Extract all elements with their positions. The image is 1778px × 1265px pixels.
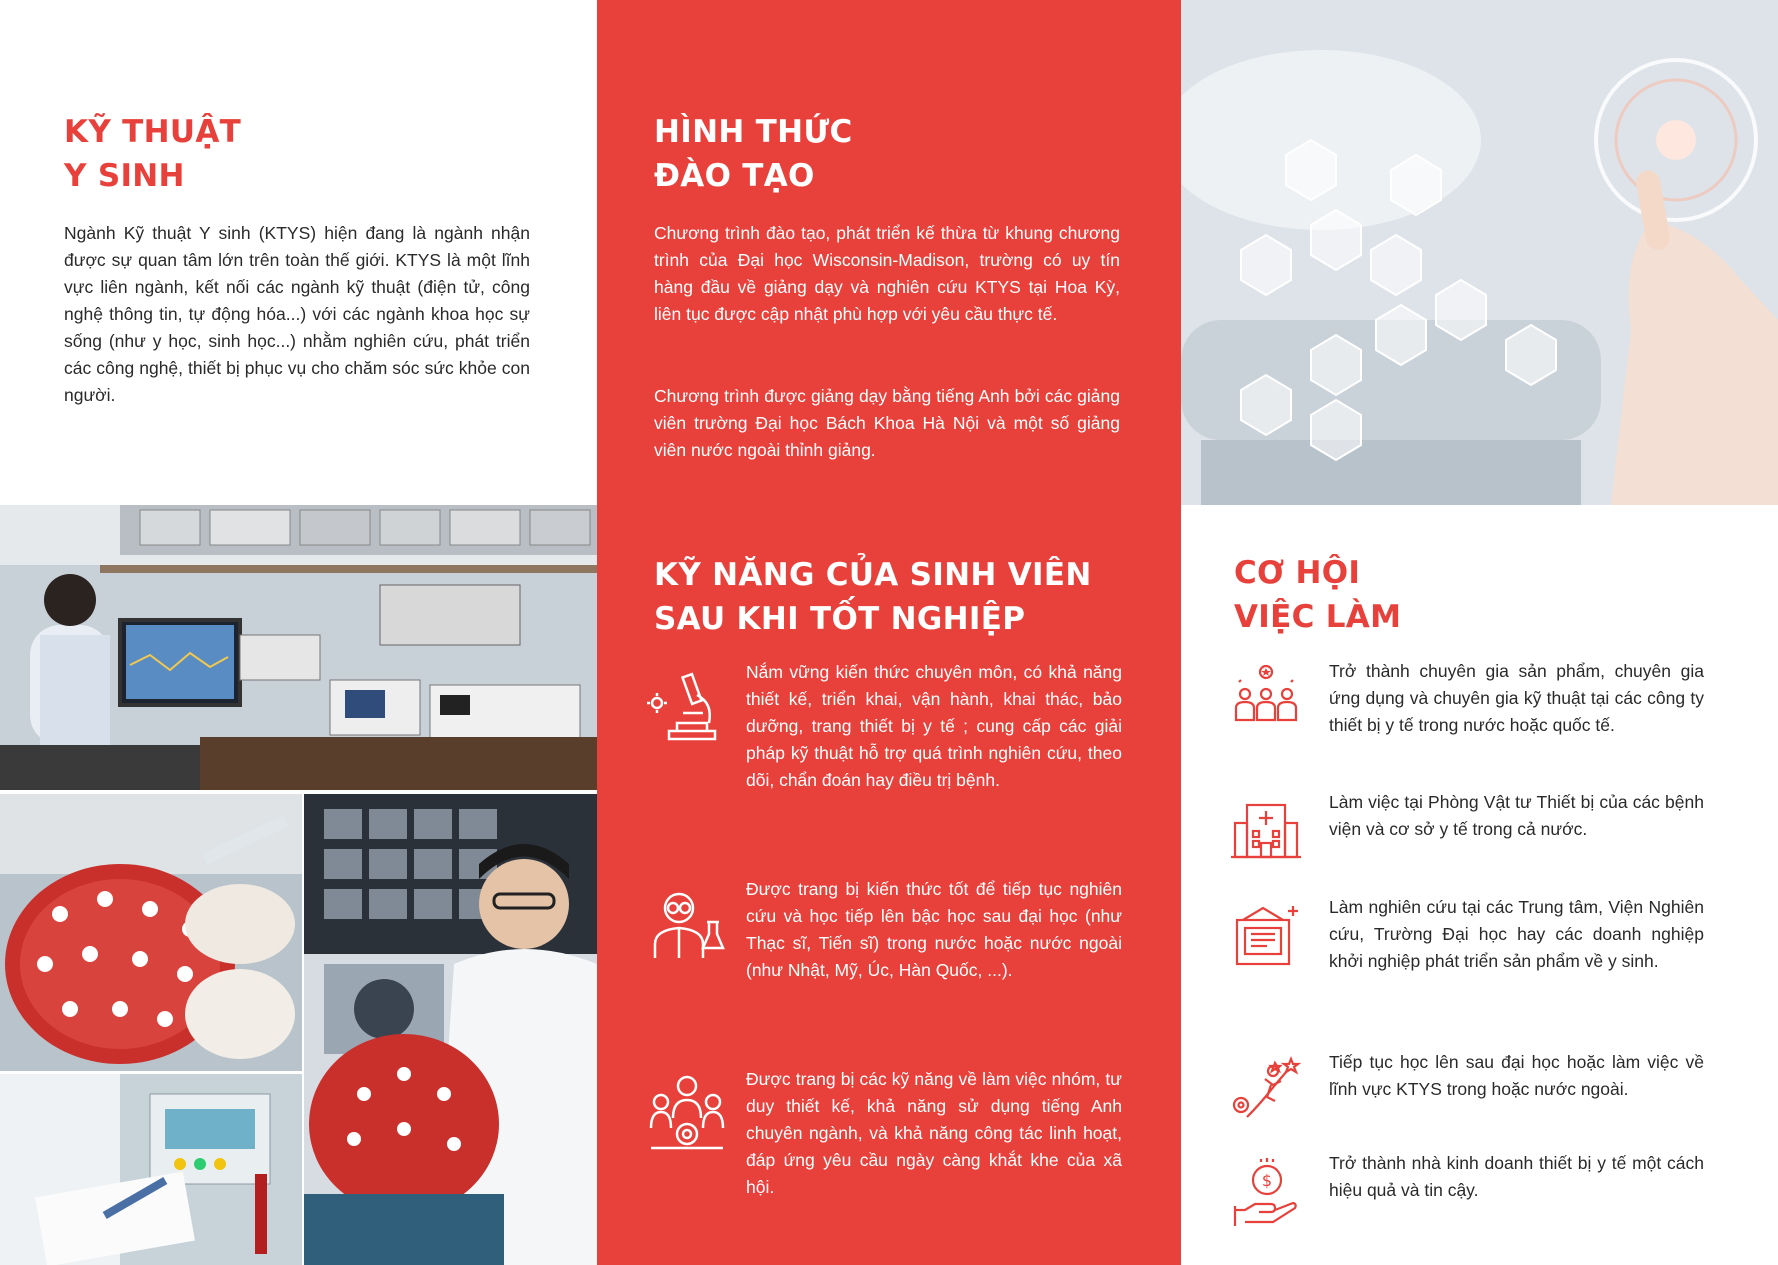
career-text: Trở thành chuyên gia sản phẩm, chuyên gia ứng dụng và chuyên gia kỹ thuật tại các công ty thiết bị y tế trong nước hoặc quốc tế. xyxy=(1329,661,1704,735)
title-line: KỸ NĂNG CỦA SINH VIÊN xyxy=(654,557,1092,593)
left-panel xyxy=(0,0,597,1265)
title-line: VIỆC LÀM xyxy=(1234,599,1402,635)
dialysis-photo xyxy=(0,1074,302,1265)
eeg-illustration xyxy=(0,794,302,1071)
skill-text: Nắm vững kiến thức chuyên môn, có khả năng thiết kế, triển khai, vận hành, khai thác, bảo dưỡng, trang thiết bị y tế ; cung cấp các giải pháp kỹ thuật hỗ trợ quá trình nghiên cứu, theo dõi, chẩn đoán hay điều trị bệnh. xyxy=(746,662,1122,790)
scientist-icon xyxy=(647,882,727,962)
title-line: ĐÀO TẠO xyxy=(654,158,815,194)
career-growth-icon xyxy=(1231,1055,1301,1125)
title-line: SAU KHI TỐT NGHIỆP xyxy=(654,601,1026,637)
title-line: Y SINH xyxy=(64,158,185,194)
money-hand-icon xyxy=(1231,1156,1301,1226)
career-text: Trở thành nhà kinh doanh thiết bị y tế một cách hiệu quả và tin cậy. xyxy=(1329,1153,1704,1200)
student-photo xyxy=(304,794,597,1265)
title-line: HÌNH THỨC xyxy=(654,114,853,150)
lab-illustration xyxy=(0,505,597,790)
title-line: CƠ HỘI xyxy=(1234,555,1361,591)
dialysis-illustration xyxy=(0,1074,302,1265)
student-illustration xyxy=(304,794,597,1265)
career-text: Tiếp tục học lên sau đại học hoặc làm việc về lĩnh vực KTYS trong hoặc nước ngoài. xyxy=(1329,1052,1704,1099)
skill-text: Được trang bị các kỹ năng về làm việc nhóm, tư duy thiết kế, khả năng sử dụng tiếng Anh chuyên ngành, và khả năng công tác linh hoạt, đáp ứng yêu cầu ngày càng khắt khe của xã hội. xyxy=(746,1069,1122,1197)
career-text: Làm nghiên cứu tại các Trung tâm, Viện Nghiên cứu, Trường Đại học hay các doanh nghiệp khởi nghiệp phát triển sản phẩm về y sinh. xyxy=(1329,897,1704,971)
intro-paragraph: Ngành Kỹ thuật Y sinh (KTYS) hiện đang là ngành nhận được sự quan tâm lớn trên toàn thế giới. KTYS là một lĩnh vực liên ngành, kết nối các ngành kỹ thuật (điện tử, công nghệ thông tin, tự động hóa...) với các ngành khoa học sự sống (như y học, sinh học...) nhằm nghiên cứu, phát triển các công nghệ, thiết bị phục vụ cho chăm sóc sức khỏe con người. xyxy=(64,223,530,405)
svg-text:$: $ xyxy=(1261,1171,1273,1190)
skill-text: Được trang bị kiến thức tốt để tiếp tục nghiên cứu và học tiếp lên bậc học sau đại học (như Thạc sĩ, Tiến sĩ) trong nước hoặc nước ngoài (như Nhật, Mỹ, Úc, Hàn Quốc, ...). xyxy=(746,879,1122,980)
hospital-icon xyxy=(1231,795,1301,865)
section-title-training-format xyxy=(654,110,1134,198)
medical-illustration xyxy=(1181,0,1778,505)
lab-photo xyxy=(0,505,597,790)
language-paragraph: Chương trình được giảng dạy bằng tiếng Anh bởi các giảng viên trường Đại học Bách Khoa Hà Nội và một số giảng viên nước ngoài thỉnh giảng. xyxy=(654,386,1120,460)
medical-technology-photo xyxy=(1181,0,1778,505)
section-title-graduate-skills xyxy=(654,553,1154,641)
experts-icon xyxy=(1231,664,1301,734)
research-institute-icon xyxy=(1231,900,1301,970)
teamwork-icon xyxy=(647,1072,727,1152)
eeg-cap-photo xyxy=(0,794,302,1071)
middle-panel xyxy=(597,0,1181,1265)
microscope-icon xyxy=(647,665,727,745)
training-paragraph: Chương trình đào tạo, phát triển kế thừa từ khung chương trình của Đại học Wisconsin-Madison, trường có uy tín hàng đầu về giảng dạy và nghiên cứu KTYS tại Hoa Kỳ, liên tục được cập nhật phù hợp với yêu cầu thực tế. xyxy=(654,223,1120,324)
section-title-career-opportunities xyxy=(1234,551,1714,639)
section-title-biomedical-engineering xyxy=(64,110,544,198)
title-line: KỸ THUẬT xyxy=(64,114,242,150)
career-text: Làm việc tại Phòng Vật tư Thiết bị của các bệnh viện và cơ sở y tế trong cả nước. xyxy=(1329,792,1704,839)
right-panel xyxy=(1181,0,1778,1265)
